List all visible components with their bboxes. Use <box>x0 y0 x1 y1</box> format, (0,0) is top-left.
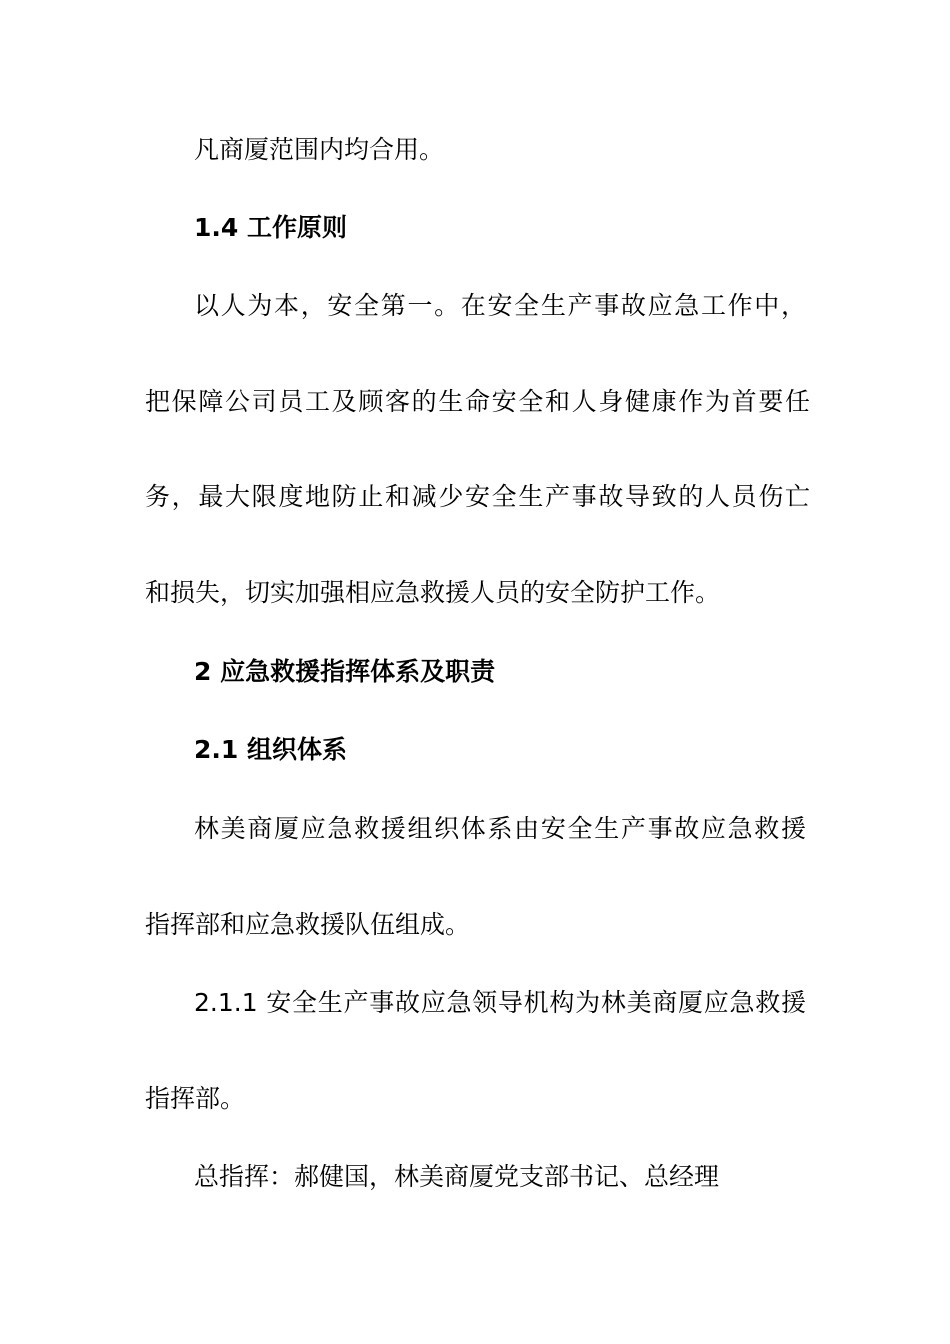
heading-2-1-organization: 2.1 组织体系 <box>194 735 347 764</box>
paragraph-scope-end: 凡商厦范围内均合用。 <box>194 135 445 164</box>
paragraph-principles-line-1: 以人为本，安全第一。在安全生产事故应急工作中， <box>194 291 806 320</box>
paragraph-organization-line-2: 指挥部和应急救援队伍组成。 <box>145 910 471 939</box>
paragraph-principles-line-2: 把保障公司员工及顾客的生命安全和人身健康作为首要任 <box>145 387 810 416</box>
paragraph-commander: 总指挥：郝健国，林美商厦党支部书记、总经理 <box>194 1162 720 1191</box>
paragraph-2-1-1-line-2: 指挥部。 <box>145 1084 246 1113</box>
heading-2-command-system: 2 应急救援指挥体系及职责 <box>194 657 496 686</box>
paragraph-2-1-1-line-1: 2.1.1 安全生产事故应急领导机构为林美商厦应急救援 <box>194 988 806 1017</box>
paragraph-organization-line-1: 林美商厦应急救援组织体系由安全生产事故应急救援 <box>194 814 806 843</box>
paragraph-principles-line-3: 务，最大限度地防止和减少安全生产事故导致的人员伤亡 <box>145 482 810 511</box>
paragraph-principles-line-4: 和损失，切实加强相应急救援人员的安全防护工作。 <box>145 578 721 607</box>
heading-1-4-working-principles: 1.4 工作原则 <box>194 213 347 242</box>
